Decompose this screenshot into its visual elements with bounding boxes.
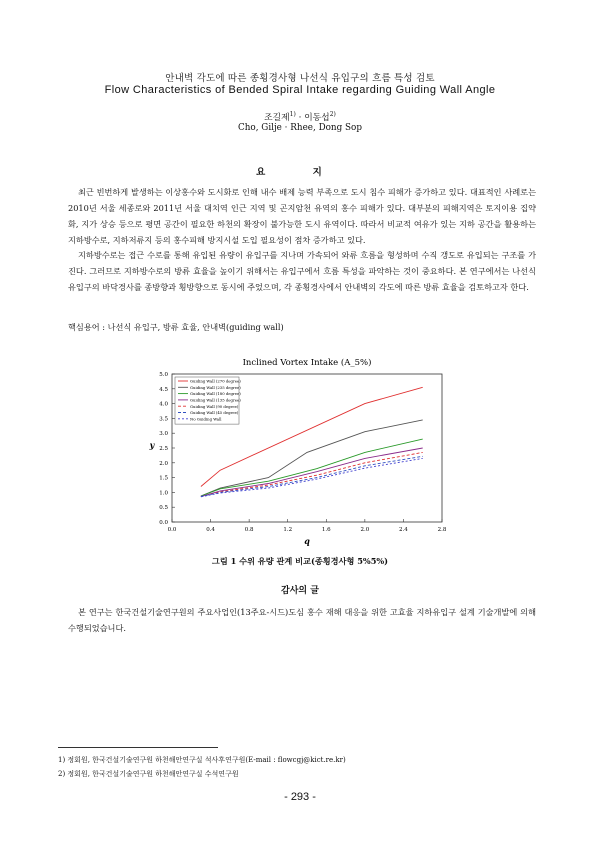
y-axis-label: y	[149, 440, 155, 450]
y-tick-label: 3.0	[159, 431, 168, 438]
y-tick-label: 0.0	[159, 520, 168, 526]
authors-korean	[0, 110, 600, 123]
series-line-5	[201, 452, 423, 496]
page-number: - 293 -	[284, 791, 316, 803]
author-2-footnote-mark: 2)	[329, 111, 336, 119]
legend-label: Guiding Wall (135 degree)	[190, 397, 241, 403]
y-tick-label: 5.0	[159, 372, 168, 378]
legend-label: Guiding Wall (270 degree)	[190, 378, 241, 384]
y-tick-label: 4.5	[159, 386, 168, 393]
y-tick-label: 1.0	[159, 490, 168, 497]
y-tick-label: 4.0	[159, 401, 168, 408]
author-2: 이동섭	[304, 113, 330, 123]
author-1: 조길제	[264, 113, 290, 123]
y-tick-label: 1.5	[159, 475, 168, 482]
abstract-paragraph-1: 최근 빈번하게 발생하는 이상홍수와 도시화로 인해 내수 배제 능력 부족으로 도시 침수 피해가 증가하고 있다. 대표적인 사례로는 2010년 서울 세종로와 2011년 서울 대치역 인근 지역 및 곤지암천 유역의 홍수 피해가 있다. 대부분의 피해지역은 토지이용 집약화, 지가 상승 등으로 평면 공간이 필요한 하천의 확장이 불가능한 도시 유역이다. 따라서 비교적 여유가 있는 지하 공간을 활용하는 지하방수로, 지하저류지 등의 홍수피해 방지시설 도입 필요성이 점차 증가하고 있다.	[68, 187, 536, 245]
legend-label: Guiding Wall (90 degree)	[190, 403, 239, 409]
y-tick-label: 3.5	[159, 416, 168, 423]
y-tick-label: 2.5	[159, 446, 168, 452]
legend-label: No Guiding Wall	[190, 416, 222, 422]
y-tick-label: 2.0	[159, 460, 168, 467]
figure-caption: 그림 1 수위 유량 관계 비교(종횡경사형 5%5%)	[211, 556, 389, 566]
author-1-footnote-mark: 1)	[289, 111, 296, 119]
x-tick-label: 2.8	[437, 527, 447, 533]
x-tick-label: 0.4	[206, 527, 215, 533]
authors-english: Cho, Gilje · Rhee, Dong Sop	[238, 123, 362, 133]
author-separator: ·	[295, 113, 305, 123]
title-korean: 안내벽 각도에 따른 종횡경사형 나선식 유입구의 흐름 특성 검토	[165, 73, 435, 84]
footnote-1: 1) 정회원, 한국건설기술연구원 하천해안연구실 석사후연구원(E-mail : flowcgj@kict.re.kr)	[58, 756, 346, 764]
legend-label: Guiding Wall (235 degree)	[190, 384, 241, 390]
x-tick-label: 2.0	[360, 527, 370, 533]
acknowledgement-heading: 감사의 글	[281, 586, 319, 596]
x-tick-label: 0.8	[244, 527, 254, 533]
title-english: Flow Characteristics of Bended Spiral Intake regarding Guiding Wall Angle	[104, 84, 496, 96]
figure-chart	[140, 352, 460, 552]
x-tick-label: 0.0	[167, 527, 177, 533]
footnote-divider	[58, 747, 218, 748]
x-tick-label: 1.6	[321, 527, 331, 533]
legend-label: Guiding Wall (45 degree)	[190, 410, 239, 416]
y-tick-label: 0.5	[159, 505, 168, 512]
legend-label: Guiding Wall (180 degree)	[190, 391, 241, 397]
keywords: 핵심용어 : 나선식 유입구, 방류 효율, 안내벽(guiding wall)	[68, 322, 284, 332]
x-tick-label: 2.4	[399, 527, 408, 533]
series-line-4	[201, 448, 423, 497]
series-line-3	[201, 439, 423, 496]
chart-svg	[140, 352, 460, 552]
abstract-paragraph-2: 지하방수로는 접근 수로를 통해 유입된 유량이 유입구를 지나며 가속되어 와류 흐름을 형성하며 수직 갱도로 유입되는 구조를 가진다. 그러므로 지하방수로의 방류 효율을 높이기 위해서는 유입구에서 흐름 특성을 파악하는 것이 중요하다. 본 연구에서는 나선식 유입구의 바닥경사를 종방향과 횡방향으로 동시에 주었으며, 각 종횡경사에서 안내벽의 각도에 따른 방류 효율을 검토하고자 한다.	[68, 250, 536, 292]
abstract-heading: 요 지	[256, 167, 344, 178]
x-tick-label: 1.2	[283, 527, 293, 533]
chart-title: Inclined Vortex Intake (A_5%)	[242, 358, 372, 368]
acknowledgement-text: 본 연구는 한국건설기술연구원의 주요사업인(13주요-시드)도심 홍수 재해 대응을 위한 고효율 지하유입구 설계 기술개발에 의해 수행되었습니다.	[68, 607, 536, 633]
x-axis-label: q	[304, 536, 310, 546]
footnote-2: 2) 정회원, 한국건설기술연구원 하천해안연구실 수석연구원	[58, 770, 239, 778]
